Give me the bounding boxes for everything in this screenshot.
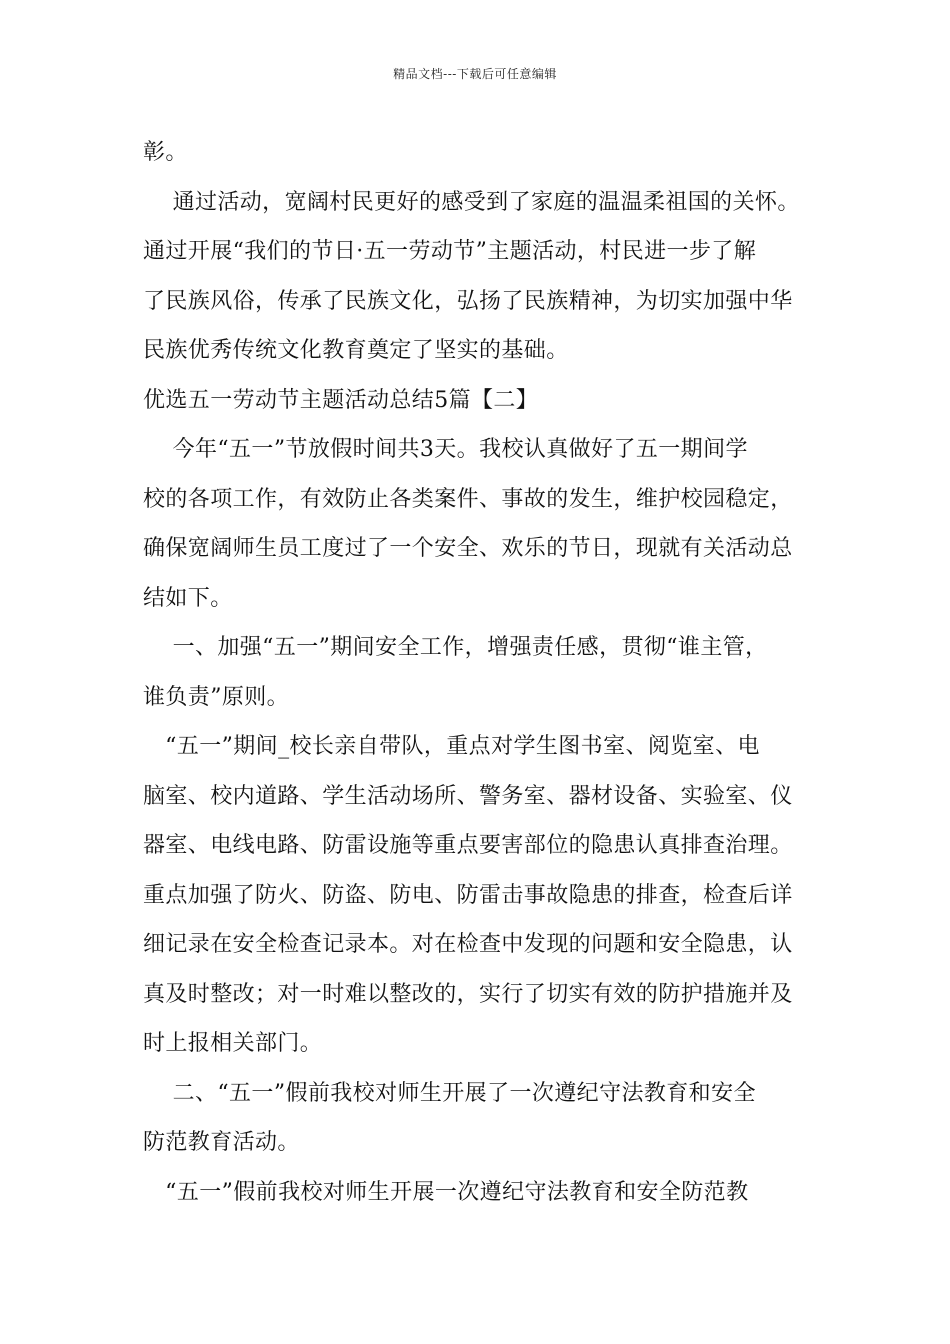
text-line: “五一”期间_校长亲自带队，重点对学生图书室、阅览室、电 [143, 734, 760, 759]
text-line: 重点加强了防火、防盗、防电、防雷击事故隐患的排查，检查后详 [143, 882, 793, 908]
text-line: 脑室、校内道路、学生活动场所、警务室、器材设备、实验室、仪 [143, 783, 793, 809]
text-line: 彰。 [143, 140, 188, 165]
text-line: 民族优秀传统文化教育奠定了坚实的基础。 [143, 338, 569, 363]
text-line: 二、“五一”假前我校对师生开展了一次遵纪守法教育和安全 [143, 1080, 756, 1106]
text-line: 真及时整改；对一时难以整改的，实行了切实有效的防护措施并及 [143, 981, 793, 1007]
text-line: 细记录在安全检查记录本。对在检查中发现的问题和安全隐患，认 [143, 932, 793, 957]
text-line: 通过开展“我们的节日·五一劳动节”主题活动，村民进一步了解 [143, 239, 757, 264]
section-heading: 优选五一劳动节主题活动总结5篇【二】 [143, 387, 539, 413]
page-header: 精品文档---下载后可任意编辑 [393, 67, 557, 81]
text-line: 一、加强“五一”期间安全工作，增强责任感，贯彻“谁主管， [143, 635, 768, 660]
text-line: 了民族风俗，传承了民族文化，弘扬了民族精神，为切实加强中华 [143, 288, 793, 314]
text-line: 谁负责”原则。 [143, 684, 290, 710]
text-line: 通过活动，宽阔村民更好的感受到了家庭的温温柔祖国的关怀。 [143, 189, 800, 215]
document-body [143, 128, 815, 1217]
text-line: 结如下。 [143, 585, 233, 611]
text-line: 确保宽阔师生员工度过了一个安全、欢乐的节日，现就有关活动总 [143, 536, 793, 561]
text-line: 时上报相关部门。 [143, 1031, 323, 1056]
text-line: 防范教育活动。 [143, 1130, 300, 1155]
text-line: 校的各项工作，有效防止各类案件、事故的发生，维护校园稳定， [143, 486, 793, 512]
text-line: “五一”假前我校对师生开展一次遵纪守法教育和安全防范教 [143, 1179, 749, 1205]
text-line: 器室、电线电路、防雷设施等重点要害部位的隐患认真排查治理。 [143, 833, 793, 858]
text-line: 今年“五一”节放假时间共3天。我校认真做好了五一期间学 [143, 437, 748, 462]
